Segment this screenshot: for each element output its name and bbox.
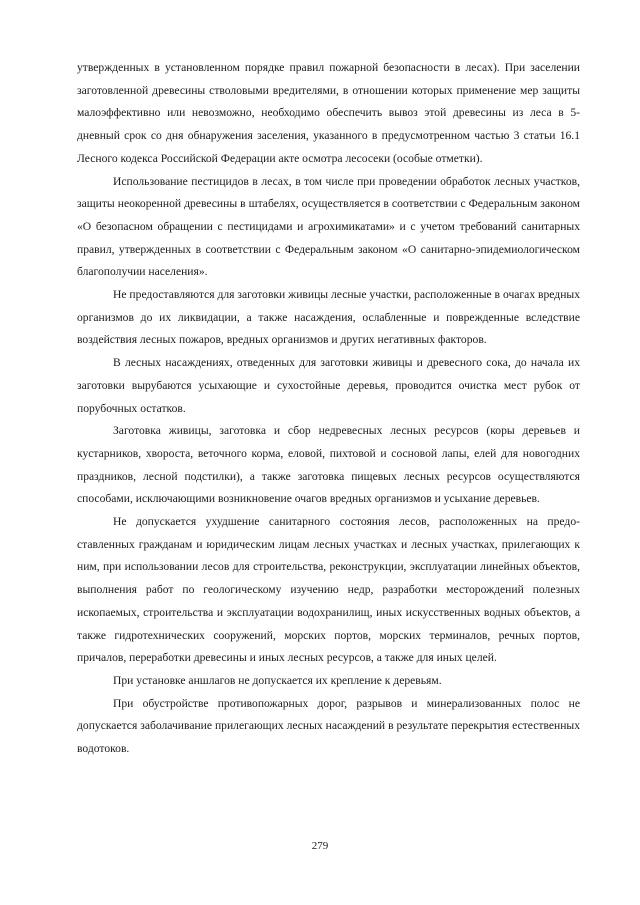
paragraph-signboards: При установке аншлагов не допускается их крепление к деревьям. — [113, 673, 442, 687]
page-number: 279 — [311, 840, 329, 852]
paragraph-fire-roads: При обустройстве противопожарных дорог, разрывов и минерализованных полос не допускается заболачивание прилегающих лесных насаждений в результате перекрытия естественных водотоков. — [77, 696, 580, 756]
paragraph-non-timber-resources: Заготовка живицы, заготовка и сбор недревесных лесных ресурсов (коры деревьев и кустарников, хвороста, веточного корма, еловой, пихтовой и сосновой лапы, елей для новогодних праздников, лесной подстилки), а также заготовка пищевых лесных ресурсов осуществляются способами, исключающими возникновение очагов вредных организмов и усыхание деревьев. — [77, 424, 580, 506]
paragraph-resin-sap-stands: В лесных насаждениях, отведенных для заготовки живицы и древесного сока, до начала их заготовки вырубаются усыхающие и сухостойные деревья, проводится очистка мест рубок от порубочных остатков. — [77, 356, 580, 415]
paragraph-sanitary-condition: Не допускается ухудшение санитарного состояния лесов, расположенных на предоставленных гражданам и юридическим лицам лесных участках и лесных участках, прилегающих к ним, при использовании лесов для строительства, реконструкции, эксплуатации линейных объектов, выполнения работ по геологическому изучению недр, разработки месторождений полезных ископаемых, строительства и эксплуатации водохранилищ, иных искусственных водных объектов, а также гидротехнических сооружений, морских портов, морских терминалов, речных портов, причалов, переработки древесины и иных лесных ресурсов, а также для иных целей. — [77, 515, 580, 665]
body-text — [77, 57, 580, 761]
paragraph-resin-restrictions: Не предоставляются для заготовки живицы лесные участки, расположенные в очагах вредных организмов до их ликвидации, а также насаждения, ослабленные и поврежденные вследствие воздействия лесных пожаров, вредных организмов и других негативных факторов. — [77, 288, 580, 347]
paragraph-pesticides: Использование пестицидов в лесах, в том числе при проведении обработок лесных участков, защиты неокоренной древесины в штабелях, осуществляется в соответствии с Федеральным законом «О безопасном обращении с пестицидами и агрохимикатами» и с учетом требований санитарных правил, утвержденных в соответствии с Федеральным законом «О санитарно-эпидемиологическом благополучии населения». — [77, 174, 580, 279]
paragraph-continued: утвержденных в установленном порядке правил пожарной безопасности в лесах). При заселении заготовленной древесины стволовыми вредителями, в отношении которых применение мер защиты малоэффективно или невозможно, необходимо обеспечить вывоз этой древесины из леса в 5-дневный срок со дня обнаружения заселения, указанного в предусмотренном частью 3 статьи 16.1 Лесного кодекса Российской Федерации акте осмотра лесосеки (особые отметки). — [77, 61, 580, 165]
